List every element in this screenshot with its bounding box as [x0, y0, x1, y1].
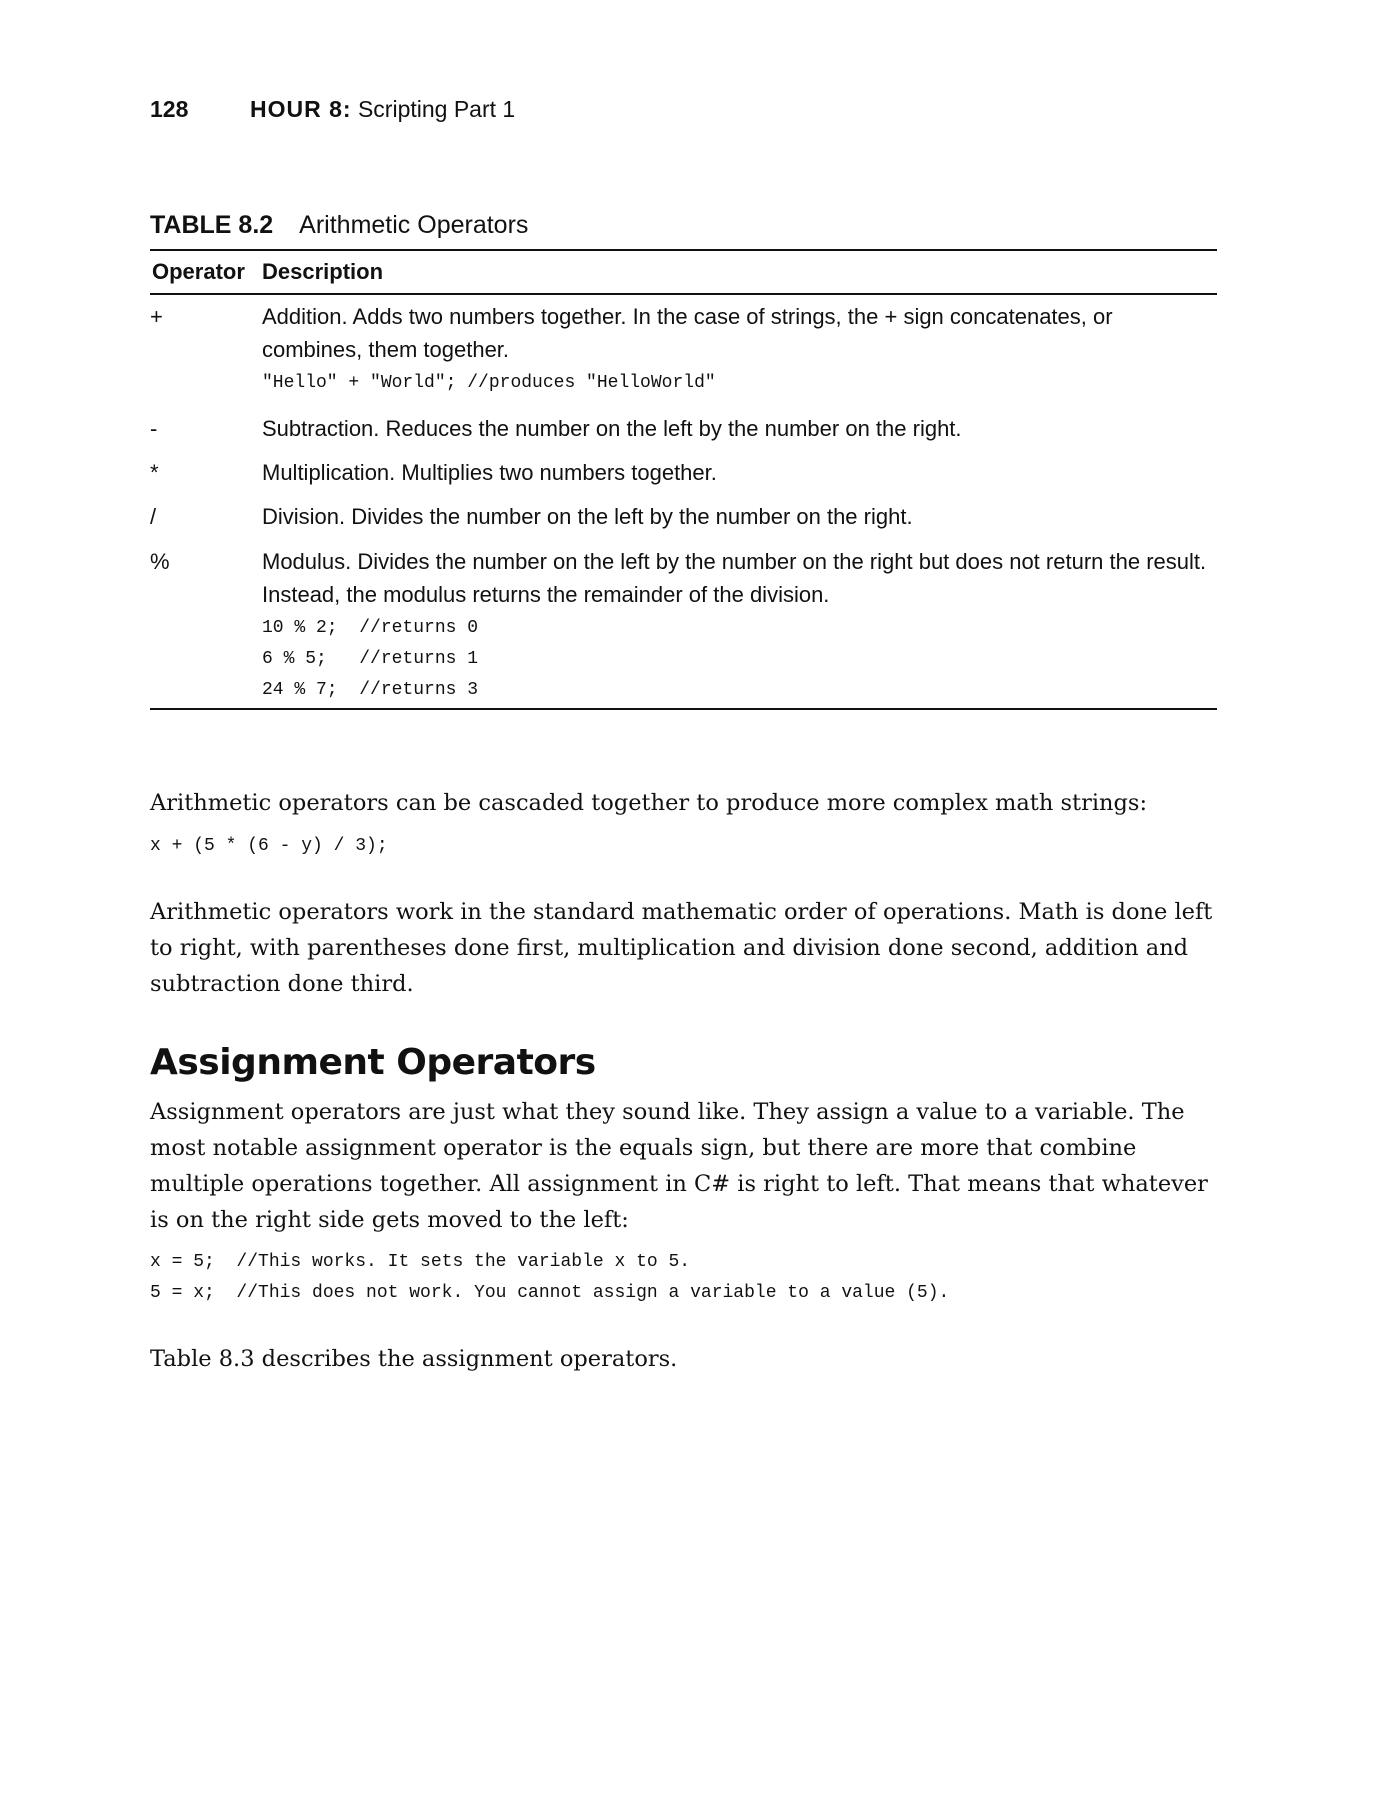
- description-cell: [262, 300, 1217, 399]
- column-header-description: Description: [262, 259, 384, 284]
- code-example: "Hello" + "World"; //produces "HelloWorld": [262, 373, 716, 393]
- description-text: Modulus. Divides the number on the left by the number on the right but does not return the result. Instead, the modulus returns the remainder of the division.: [262, 549, 1207, 607]
- chapter-title: Scripting Part 1: [357, 96, 516, 122]
- description-cell: Multiplication. Multiplies two numbers together.: [262, 460, 717, 485]
- column-header-operator: Operator: [152, 259, 245, 284]
- code-block: x + (5 * (6 - y) / 3);: [150, 836, 388, 856]
- table-bottom-rule: [150, 708, 1217, 710]
- table-top-rule: [150, 249, 1217, 251]
- code-example: 24 % 7; //returns 3: [262, 680, 479, 700]
- section-heading: Assignment Operators: [150, 1042, 596, 1083]
- paragraph: Table 8.3 describes the assignment operators.: [150, 1346, 678, 1372]
- hour-label: HOUR 8:: [250, 96, 352, 122]
- description-text: Addition. Adds two numbers together. In the case of strings, the + sign concatenates, or combines, them together.: [262, 304, 1113, 362]
- paragraph: Arithmetic operators can be cascaded together to produce more complex math strings:: [150, 790, 1148, 816]
- code-example: 6 % 5; //returns 1: [262, 649, 479, 669]
- description-cell: Subtraction. Reduces the number on the left by the number on the right.: [262, 416, 962, 441]
- running-header: [250, 96, 515, 123]
- paragraph: Assignment operators are just what they sound like. They assign a value to a variable. The most notable assignment operator is the equals sign, but there are more that combine multiple operations together. All assignment in C# is right to left. That means that whatever is on the right side gets moved to the left:: [150, 1099, 1208, 1233]
- code-block: 5 = x; //This does not work. You cannot assign a variable to a value (5).: [150, 1283, 950, 1303]
- operator-cell: -: [150, 416, 158, 441]
- description-cell: [262, 545, 1217, 706]
- table-header-rule: [150, 293, 1217, 295]
- code-block: x = 5; //This works. It sets the variable x to 5.: [150, 1252, 691, 1272]
- table-title: [150, 211, 528, 240]
- operator-cell: +: [150, 304, 163, 329]
- table-label: TABLE 8.2: [150, 211, 274, 239]
- description-cell: Division. Divides the number on the left by the number on the right.: [262, 504, 913, 529]
- page-number: 128: [150, 96, 189, 122]
- paragraph: Arithmetic operators work in the standard mathematic order of operations. Math is done left to right, with parentheses done first, multiplication and division done second, addition and subtraction done third.: [150, 899, 1213, 997]
- operator-cell: /: [150, 504, 157, 529]
- operator-cell: %: [150, 549, 170, 574]
- code-example: 10 % 2; //returns 0: [262, 618, 479, 638]
- operator-cell: *: [150, 460, 159, 485]
- table-caption: Arithmetic Operators: [299, 211, 529, 239]
